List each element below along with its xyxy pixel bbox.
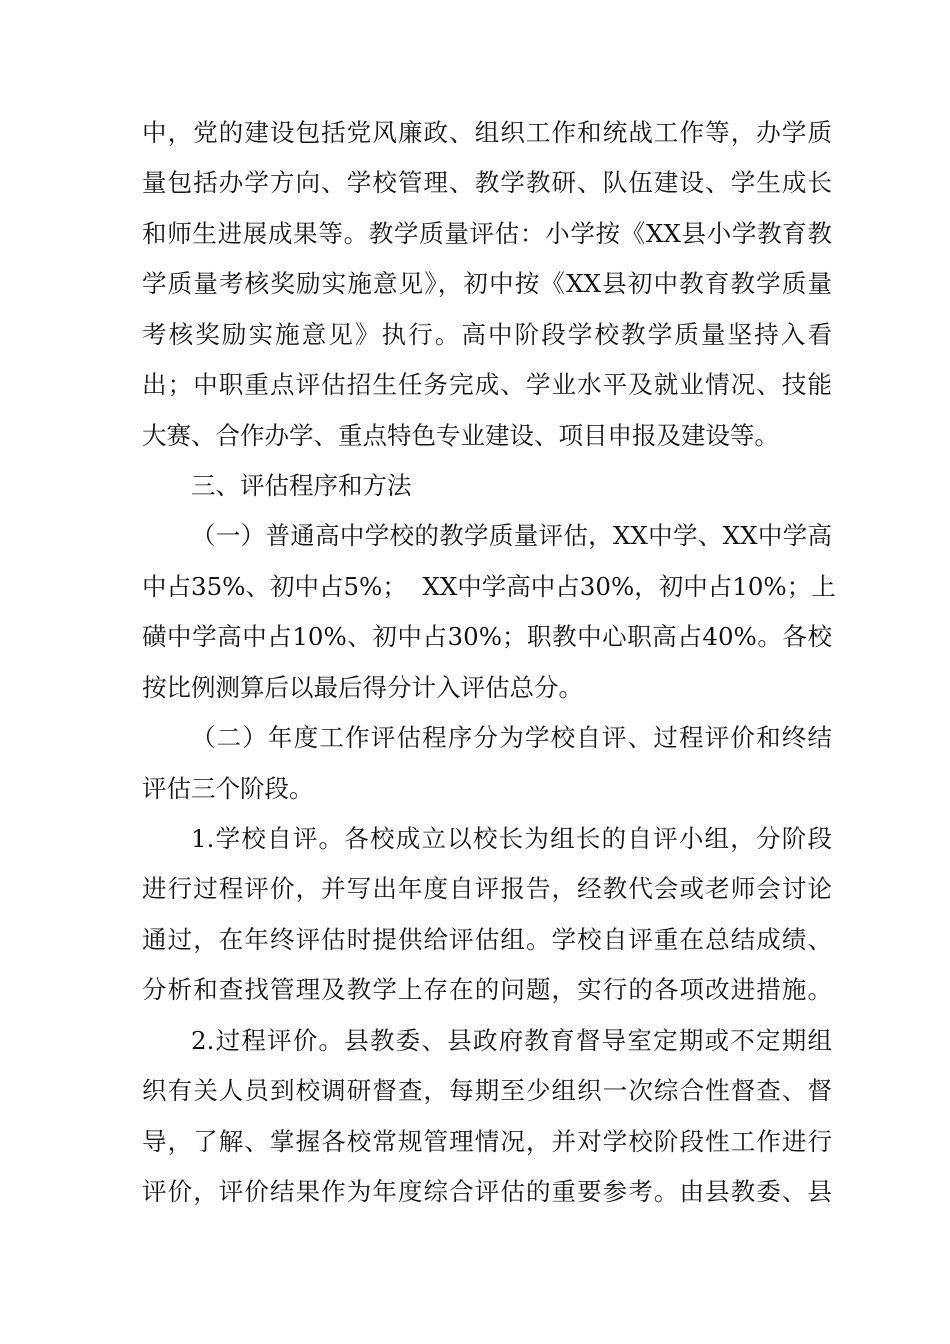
body-text-line: 2.过程评价。县教委、县政府教育督导室定期或不定期组 (191, 1026, 832, 1055)
body-text-line: 考核奖励实施意见》执行。高中阶段学校教学质量坚持入看 (142, 320, 832, 349)
body-text-line: 中占35%、初中占5%； XX中学高中占30%，初中占10%；上 (142, 572, 836, 601)
body-text-line: 评价，评价结果作为年度综合评估的重要参考。由县教委、县 (142, 1177, 832, 1206)
body-text-line: 中，党的建设包括党风廉政、组织工作和统战工作等，办学质 (142, 118, 832, 147)
body-text-line: 进行过程评价，并写出年度自评报告，经教代会或老师会讨论 (142, 874, 832, 903)
body-text-line: 1.学校自评。各校成立以校长为组长的自评小组，分阶段 (191, 824, 832, 853)
body-text-line: 量包括办学方向、学校管理、教学教研、队伍建设、学生成长 (142, 168, 832, 197)
body-text-line: 和师生进展成果等。教学质量评估：小学按《XX县小学教育教 (142, 219, 832, 248)
body-text-line: 导，了解、掌握各校常规管理情况，并对学校阶段性工作进行 (142, 1127, 832, 1156)
body-text-line: （一）普通高中学校的教学质量评估，XX中学、XX中学高 (191, 521, 832, 550)
section-heading: 三、评估程序和方法 (191, 471, 412, 500)
body-text-line: 通过，在年终评估时提供给评估组。学校自评重在总结成绩、 (142, 925, 832, 954)
body-text-line: （二）年度工作评估程序分为学校自评、过程评价和终结 (191, 723, 832, 752)
body-text-line: 大赛、合作办学、重点特色专业建设、项目申报及建设等。 (142, 421, 779, 450)
body-text-line: 织有关人员到校调研督查，每期至少组织一次综合性督查、督 (142, 1076, 832, 1105)
body-text-line: 按比例测算后以最后得分计入评估总分。 (142, 673, 583, 702)
body-text-line: 磺中学高中占10%、初中占30%；职教中心职高占40%。各校 (142, 622, 832, 651)
body-text-line: 出；中职重点评估招生任务完成、学业水平及就业情况、技能 (142, 370, 832, 399)
body-text-line: 学质量考核奖励实施意见》，初中按《XX县初中教育教学质量 (142, 269, 832, 298)
body-text-line: 分析和查找管理及教学上存在的问题，实行的各项改进措施。 (142, 975, 832, 1004)
body-text-line: 评估三个阶段。 (142, 774, 314, 803)
